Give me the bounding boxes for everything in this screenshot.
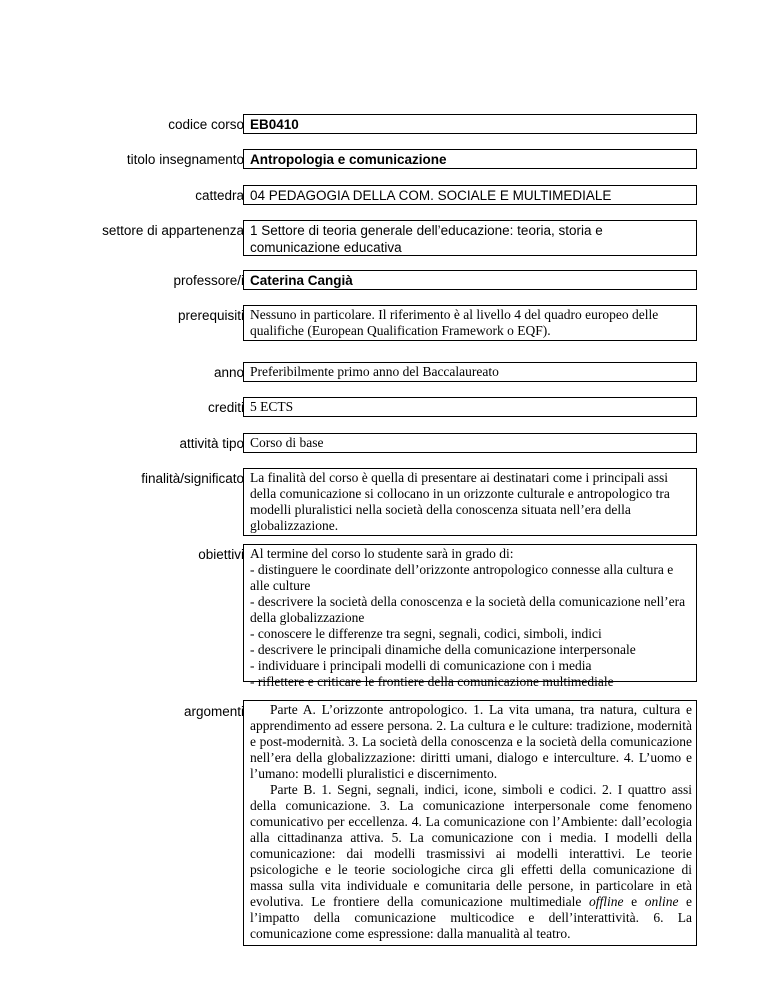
obiettivi-box <box>243 544 697 689</box>
professore-label: professore/i <box>173 273 244 288</box>
prerequisiti-label: prerequisiti <box>177 308 244 323</box>
titolo-insegnamento-value: Antropologia e comunicazione <box>243 149 697 169</box>
cattedra-label: cattedra <box>195 188 244 203</box>
argomenti-box <box>243 700 697 946</box>
argomenti-parte-b <box>250 782 692 942</box>
argomenti-and: e <box>631 894 638 909</box>
anno-value: Preferibilmente primo anno del Baccalaureato <box>243 362 697 382</box>
obiettivi-line: - riflettere e criticare le frontiere della comunicazione multimediale <box>250 674 614 689</box>
online-term: online <box>644 894 679 909</box>
argomenti-parte-a: Parte A. L’orizzonte antropologico. 1. La vita umana, tra natura, cultura e apprendimento ad essere persona. 2. La cultura e le culture: tradizione, modernità e post-modernità. 3. La società della conoscenza e la società della comunicazione nell’era della globalizzazione: diritti umani, dialogo e interculture. 4. L’uomo e l’umano: modelli pluralistici e discernimento. <box>250 702 692 781</box>
settore-value: 1 Settore di teoria generale dell’educazione: teoria, storia e comunicazione educativa <box>243 220 697 256</box>
attivita-tipo-label: attività tipo <box>179 436 244 451</box>
argomenti-label: argomenti <box>183 704 244 719</box>
obiettivi-line: - descrivere la società della conoscenza e la società della comunicazione nell’era della globalizzazione <box>250 594 686 625</box>
obiettivi-line: - distinguere le coordinate dell’orizzonte antropologico connesse alla cultura e alle culture <box>250 562 674 593</box>
codice-corso-label: codice corso <box>168 117 244 132</box>
offline-term: offline <box>589 894 624 909</box>
obiettivi-line: - descrivere le principali dinamiche della comunicazione interpersonale <box>250 642 636 657</box>
prerequisiti-value: Nessuno in particolare. Il riferimento è al livello 4 del quadro europeo delle qualifiche (European Qualification Framework o EQF). <box>243 305 697 341</box>
obiettivi-line: - individuare i principali modelli di comunicazione con i media <box>250 658 592 673</box>
anno-label: anno <box>213 365 244 380</box>
settore-label: settore di appartenenza <box>102 223 244 238</box>
finalita-value: La finalità del corso è quella di presentare ai destinatari come i principali assi della comunicazione si collocano in un orizzonte culturale e antropologico tra modelli pluralistici nella società della conoscenza situata nell’era della globalizzazione. <box>243 468 697 536</box>
argomenti-parte-b-1: Parte B. 1. Segni, segnali, indici, icone, simboli e codici. 2. I quattro assi della comunicazione. 3. La comunicazione interpersonale come fenomeno comunicativo per eccellenza. 4. La comunicazione con l’Ambiente: dall’ecologia alla cittadinanza attiva. 5. La comunicazione con i media. I modelli della comunicazione: dai modelli trasmissivi ai modelli interattivi. Le teorie psicologiche e le teorie sociologiche circa gli effetti della comunicazione di massa sulla vita individuale e comunitaria delle persone, in particolare in età evolutiva. Le frontiere della comunicazione multimediale <box>250 782 692 909</box>
obiettivi-line: Al termine del corso lo studente sarà in grado di: <box>250 546 514 561</box>
crediti-label: crediti <box>207 400 244 415</box>
codice-corso-value: EB0410 <box>243 114 697 134</box>
argomenti-parte-b-2: e l’impatto della comunicazione multicodice e dell’interattività. 6. La comunicazione come espressione: dalla manualità al teatro. <box>250 894 693 941</box>
crediti-value: 5 ECTS <box>243 397 697 417</box>
cattedra-value: 04 PEDAGOGIA DELLA COM. SOCIALE E MULTIMEDIALE <box>243 185 697 205</box>
attivita-tipo-value: Corso di base <box>243 433 697 453</box>
obiettivi-line: - conoscere le differenze tra segni, segnali, codici, simboli, indici <box>250 626 602 641</box>
obiettivi-label: obiettivi <box>198 547 244 562</box>
finalita-label: finalità/significato <box>141 471 244 486</box>
professore-value: Caterina Cangià <box>243 270 697 290</box>
titolo-insegnamento-label: titolo insegnamento <box>126 152 244 167</box>
